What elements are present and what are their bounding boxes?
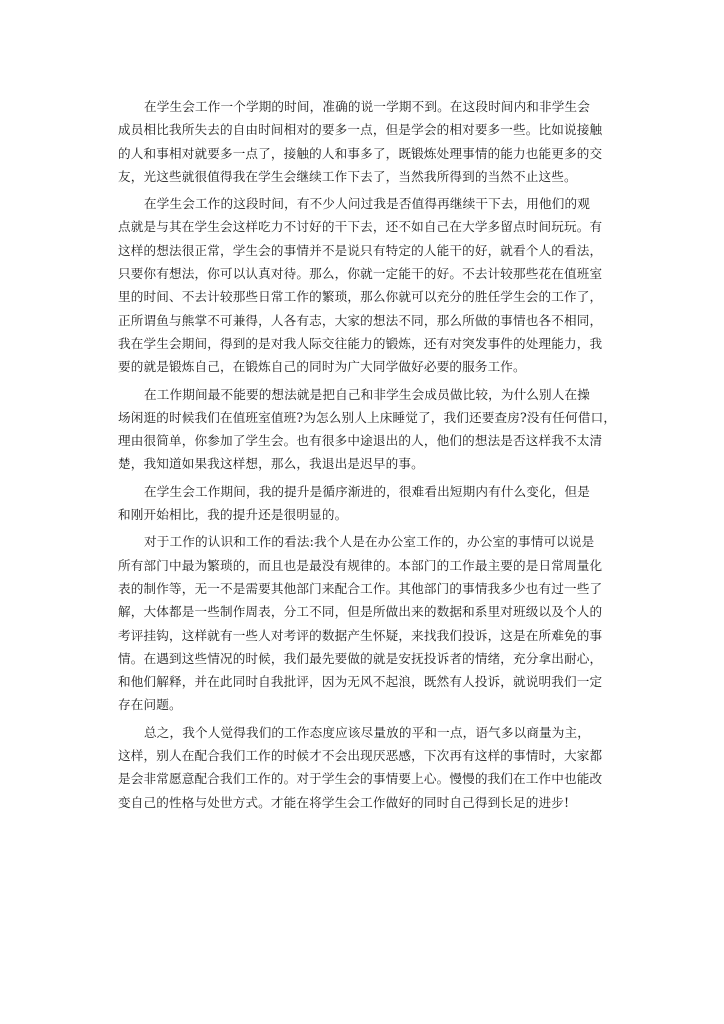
paragraph [118, 480, 608, 527]
text-line: 总之，我个人觉得我们的工作态度应该尽量放的平和一点，语气多以商量为主， [144, 724, 591, 740]
text-line: 理由很简单，你参加了学生会。也有很多中途退出的人，他们的想法是否这样我不太清 [118, 433, 603, 449]
text-line: 要的就是锻炼自己，在锻炼自己的同时为广大同学做好必要的服务工作。 [118, 359, 526, 375]
text-line: 正所谓鱼与熊掌不可兼得，人各有志，大家的想法不同，那么所做的事情也各不相同， [118, 312, 603, 328]
text-line: 成员相比我所失去的自由时间相对的要多一点，但是学会的相对要多一些。比如说接触 [118, 122, 603, 138]
paragraph [118, 383, 617, 476]
paragraph [118, 721, 608, 814]
text-line: 表的制作等，无一不是需要其他部门来配合工作。其他部门的事情我多少也有过一些了 [118, 580, 603, 596]
text-line: 这样，别人在配合我们工作的时候才不会出现厌恶感，下次再有这样的事情时，大家都 [118, 748, 603, 764]
paragraph [118, 95, 608, 188]
text-line: 考评挂钩，这样就有一些人对考评的数据产生怀疑，来找我们投诉，这是在所难免的事 [118, 627, 603, 643]
paragraph [118, 192, 608, 378]
text-line: 解，大体都是一些制作周表，分工不同，但是所做出来的数据和系里对班级以及个人的 [118, 604, 603, 620]
text-line: 和刚开始相比，我的提升还是很明显的。 [118, 507, 348, 523]
text-line: 是会非常愿意配合我们工作的。对于学生会的事情要上心。慢慢的我们在工作中也能改 [118, 771, 603, 787]
paragraph [118, 530, 608, 716]
text-line: 在学生会工作期间，我的提升是循序渐进的，很难看出短期内有什么变化，但是 [144, 483, 591, 499]
text-line: 我在学生会期间，得到的是对我人际交往能力的锻炼，还有对突发事件的处理能力，我 [118, 335, 603, 351]
text-line: 的人和事相对就要多一点了，接触的人和事多了，既锻炼处理事情的能力也能更多的交 [118, 145, 603, 161]
text-line: 楚，我知道如果我这样想，那么，我退出是迟早的事。 [118, 456, 424, 472]
text-line: 变自己的性格与处世方式。才能在将学生会工作做好的同时自己得到长足的进步! [118, 794, 570, 810]
document-body [118, 95, 617, 818]
text-line: 这样的想法很正常，学生会的事情并不是说只有特定的人能干的好，就看个人的看法， [118, 242, 603, 258]
text-line: 存在问题。 [118, 697, 182, 713]
text-line: 和他们解释，并在此同时自我批评，因为无风不起浪，既然有人投诉，就说明我们一定 [118, 674, 603, 690]
text-line: 点就是与其在学生会这样吃力不讨好的干下去，还不如自己在大学多留点时间玩玩。有 [118, 219, 603, 235]
text-line: 在学生会工作一个学期的时间，准确的说一学期不到。在这段时间内和非学生会 [144, 99, 591, 114]
text-line: 场闲逛的时候我们在值班室值班?为怎么别人上床睡觉了，我们还要查房?没有任何借口， [118, 409, 617, 425]
text-line: 里的时间、不去计较那些日常工作的繁琐，那么你就可以充分的胜任学生会的工作了， [118, 289, 603, 305]
text-line: 只要你有想法，你可以认真对待。那么，你就一定能干的好。不去计较那些花在值班室 [118, 266, 603, 282]
text-line: 在工作期间最不能要的想法就是把自己和非学生会成员做比较，为什么别人在操 [144, 386, 591, 402]
text-line: 对于工作的认识和工作的看法:我个人是在办公室工作的，办公室的事情可以说是 [144, 534, 595, 550]
text-line: 在学生会工作的这段时间，有不少人问过我是否值得再继续干下去，用他们的观 [144, 196, 591, 212]
text-line: 所有部门中最为繁琐的，而且也是最没有规律的。本部门的工作最主要的是日常周量化 [118, 557, 603, 573]
text-line: 友，光这些就很值得我在学生会继续工作下去了，当然我所得到的当然不止这些。 [118, 168, 577, 184]
text-line: 情。在遇到这些情况的时候，我们最先要做的就是安抚投诉者的情绪，充分拿出耐心， [118, 650, 603, 666]
